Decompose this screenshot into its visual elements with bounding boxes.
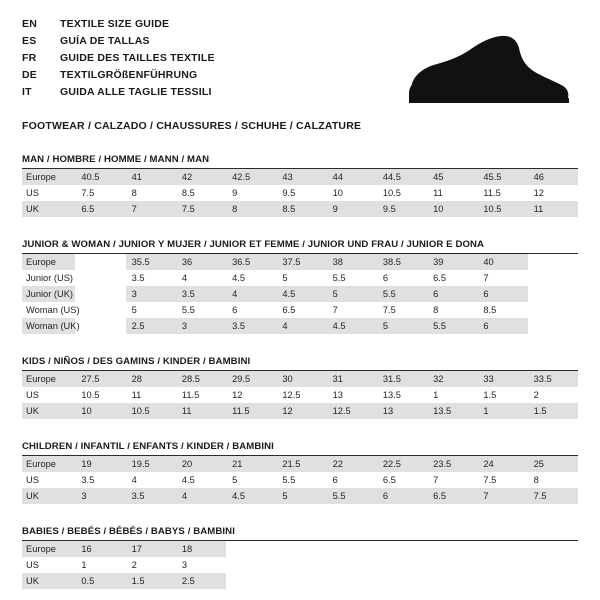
table-cell: 10.5 <box>382 188 401 198</box>
table-cell <box>427 573 477 589</box>
table-cell: 31 <box>327 371 377 387</box>
table-cell <box>528 557 578 573</box>
size-table <box>22 371 578 419</box>
language-code: IT <box>22 86 32 98</box>
table-cell: 6 <box>377 488 427 504</box>
table-cell: 2 <box>131 560 137 570</box>
table-cell: 10 <box>427 201 477 217</box>
size-table-group <box>22 441 578 504</box>
table-cell: 6 <box>332 475 338 485</box>
table-cell: 10.5 <box>477 201 527 217</box>
table-cell: 4.5 <box>232 273 246 283</box>
table-cell: 4.5 <box>226 488 276 504</box>
table-cell: 7.5 <box>382 305 396 315</box>
size-table-title: BABIES / BEBÉS / BÉBÉS / BABYS / BAMBINI <box>22 526 578 541</box>
table-cell: 2.5 <box>176 573 226 589</box>
size-table-group <box>22 154 578 217</box>
language-row <box>22 16 215 32</box>
table-cell: 4 <box>176 488 226 504</box>
table-cell: 3 <box>181 560 188 570</box>
language-title: TEXTILGRÖßENFÜHRUNG <box>60 69 198 81</box>
table-cell: 12 <box>232 390 243 400</box>
size-tables <box>22 154 578 589</box>
table-cell: 4.5 <box>181 475 195 485</box>
language-row <box>22 33 215 49</box>
table-cell: 5 <box>282 273 288 283</box>
table-cell: 1 <box>433 390 439 400</box>
table-row <box>22 488 578 504</box>
table-cell <box>528 541 578 557</box>
table-cell: 20 <box>176 456 226 472</box>
table-cell <box>528 302 578 318</box>
table-cell: 10.5 <box>81 390 100 400</box>
table-cell: 22.5 <box>377 456 427 472</box>
size-table-title: MAN / HOMBRE / HOMME / MANN / MAN <box>22 154 578 169</box>
table-cell: 40.5 <box>75 169 125 185</box>
table-cell: 3 <box>75 488 125 504</box>
table-cell: 9 <box>232 188 238 198</box>
table-cell: 5.5 <box>327 488 377 504</box>
table-cell: 12.5 <box>282 390 301 400</box>
table-cell: 7 <box>477 488 527 504</box>
table-cell: 33.5 <box>528 371 578 387</box>
table-cell <box>226 557 276 573</box>
table-cell: 25 <box>528 456 578 472</box>
table-row <box>22 201 578 217</box>
table-row <box>22 302 578 318</box>
table-cell <box>327 557 377 573</box>
table-cell: 8.5 <box>181 188 195 198</box>
table-row <box>22 557 578 573</box>
table-cell: 4 <box>131 475 137 485</box>
table-cell: 30 <box>276 371 326 387</box>
language-title: GUÍA DE TALLAS <box>60 35 150 47</box>
table-cell: 12 <box>276 403 326 419</box>
table-cell: 5.5 <box>181 305 195 315</box>
table-cell: 42.5 <box>226 169 276 185</box>
table-cell: 44 <box>327 169 377 185</box>
table-cell: 7.5 <box>176 201 226 217</box>
table-cell: 6 <box>477 286 527 302</box>
table-cell: 3 <box>176 318 226 334</box>
table-cell: 6 <box>232 305 238 315</box>
row-label: Europe <box>22 371 75 387</box>
table-row <box>22 403 578 419</box>
table-cell <box>327 573 377 589</box>
table-cell: 40 <box>477 254 527 270</box>
table-cell <box>327 541 377 557</box>
table-cell: 45 <box>427 169 477 185</box>
table-cell: 4.5 <box>327 318 377 334</box>
table-cell: 10 <box>332 188 343 198</box>
table-cell: 22 <box>327 456 377 472</box>
table-cell <box>528 573 578 589</box>
table-cell: 5.5 <box>332 273 346 283</box>
row-label: US <box>26 475 39 485</box>
table-cell <box>528 318 578 334</box>
table-cell: 5 <box>377 318 427 334</box>
table-cell: 5 <box>327 286 377 302</box>
table-cell: 11 <box>131 390 142 400</box>
table-row <box>22 169 578 185</box>
language-row <box>22 50 215 66</box>
table-cell: 11 <box>528 201 578 217</box>
table-cell: 5.5 <box>282 475 296 485</box>
size-table-group <box>22 356 578 419</box>
table-cell <box>226 573 276 589</box>
table-cell: 11 <box>433 188 443 198</box>
table-cell <box>75 286 125 302</box>
table-cell: 8 <box>131 188 137 198</box>
table-row <box>22 472 578 488</box>
table-cell: 7.5 <box>483 475 497 485</box>
table-cell: 1.5 <box>126 573 176 589</box>
table-cell <box>75 254 125 270</box>
table-cell: 6 <box>477 318 527 334</box>
table-cell: 19.5 <box>126 456 176 472</box>
table-cell <box>477 541 527 557</box>
row-label: UK <box>22 403 75 419</box>
row-label: US <box>26 390 39 400</box>
table-cell: 4 <box>181 273 188 283</box>
table-cell <box>75 302 125 318</box>
row-label: UK <box>22 488 75 504</box>
row-label: Junior (US) <box>26 273 74 283</box>
table-row <box>22 541 578 557</box>
table-cell: 5.5 <box>427 318 477 334</box>
table-cell: 7.5 <box>81 188 95 198</box>
table-cell: 38.5 <box>377 254 427 270</box>
table-cell: 9 <box>327 201 377 217</box>
table-cell: 17 <box>126 541 176 557</box>
table-cell: 6.5 <box>382 475 396 485</box>
size-table-group <box>22 239 578 334</box>
table-cell: 1.5 <box>528 403 578 419</box>
table-cell <box>427 541 477 557</box>
table-cell: 37.5 <box>276 254 326 270</box>
table-cell: 2 <box>533 390 539 400</box>
table-cell: 36 <box>176 254 226 270</box>
dress-shoe-icon <box>365 32 570 112</box>
table-cell: 3.5 <box>126 488 176 504</box>
table-cell: 29.5 <box>226 371 276 387</box>
table-cell: 12 <box>533 188 544 198</box>
table-cell: 7 <box>126 201 176 217</box>
table-cell <box>528 254 578 270</box>
language-code: EN <box>22 18 37 30</box>
table-cell <box>276 557 326 573</box>
table-cell: 35.5 <box>126 254 176 270</box>
row-label: Junior (UK) <box>22 286 75 302</box>
table-cell: 3.5 <box>131 273 145 283</box>
table-row <box>22 254 578 270</box>
language-code: DE <box>22 69 37 81</box>
table-cell: 7 <box>483 273 489 283</box>
table-cell: 0.5 <box>75 573 125 589</box>
row-label: Europe <box>22 169 75 185</box>
table-cell: 4 <box>226 286 276 302</box>
table-cell: 5 <box>232 475 238 485</box>
table-cell <box>377 541 427 557</box>
table-cell: 7 <box>433 475 439 485</box>
table-cell: 11.5 <box>483 188 501 198</box>
size-table-title: JUNIOR & WOMAN / JUNIOR Y MUJER / JUNIOR ET FEMME / JUNIOR UND FRAU / JUNIOR E DONA <box>22 239 578 254</box>
table-cell <box>477 573 527 589</box>
table-cell: 10.5 <box>126 403 176 419</box>
row-label: Europe <box>22 254 75 270</box>
table-cell: 6 <box>427 286 477 302</box>
language-code: ES <box>22 35 37 47</box>
table-cell: 8 <box>533 475 539 485</box>
table-cell: 6.5 <box>75 201 125 217</box>
language-code: FR <box>22 52 37 64</box>
table-cell: 32 <box>427 371 477 387</box>
table-cell: 44.5 <box>377 169 427 185</box>
table-cell: 4 <box>276 318 326 334</box>
table-row <box>22 318 578 334</box>
table-cell <box>75 270 125 286</box>
table-cell: 3 <box>126 286 176 302</box>
table-cell: 33 <box>477 371 527 387</box>
table-cell: 41 <box>126 169 176 185</box>
table-cell: 7 <box>332 305 338 315</box>
table-cell <box>377 557 427 573</box>
size-table-title: KIDS / NIÑOS / DES GAMINS / KINDER / BAMBINI <box>22 356 578 371</box>
row-label: US <box>26 188 39 198</box>
table-cell: 21.5 <box>276 456 326 472</box>
table-cell: 23.5 <box>427 456 477 472</box>
size-table <box>22 541 578 589</box>
table-cell: 5 <box>276 488 326 504</box>
table-cell <box>377 573 427 589</box>
table-cell <box>427 557 477 573</box>
table-cell: 8.5 <box>483 305 497 315</box>
table-cell: 8 <box>433 305 439 315</box>
table-cell: 36.5 <box>226 254 276 270</box>
table-row <box>22 185 578 201</box>
table-cell: 45.5 <box>477 169 527 185</box>
table-row <box>22 286 578 302</box>
table-cell: 11 <box>176 403 226 419</box>
table-cell: 18 <box>176 541 226 557</box>
row-label: Woman (UK) <box>22 318 75 334</box>
size-table-title: CHILDREN / INFANTIL / ENFANTS / KINDER / BAMBINI <box>22 441 578 456</box>
table-cell: 9.5 <box>282 188 296 198</box>
table-cell: 11.5 <box>181 390 200 400</box>
size-table-group <box>22 526 578 589</box>
table-cell <box>75 318 125 334</box>
size-table <box>22 254 578 334</box>
table-cell: 1 <box>477 403 527 419</box>
table-cell: 43 <box>276 169 326 185</box>
table-cell <box>226 541 276 557</box>
table-cell: 28 <box>126 371 176 387</box>
table-cell: 42 <box>176 169 226 185</box>
table-cell: 5.5 <box>377 286 427 302</box>
table-cell: 9.5 <box>377 201 427 217</box>
table-cell: 3.5 <box>81 475 95 485</box>
table-cell: 2.5 <box>126 318 176 334</box>
table-cell: 39 <box>427 254 477 270</box>
table-cell: 8 <box>226 201 276 217</box>
table-cell: 10 <box>75 403 125 419</box>
table-row <box>22 573 578 589</box>
table-cell: 3.5 <box>176 286 226 302</box>
document-header <box>22 16 578 112</box>
table-cell: 13.5 <box>427 403 477 419</box>
table-cell: 6.5 <box>427 488 477 504</box>
table-cell: 6 <box>382 273 389 283</box>
table-cell: 13 <box>377 403 427 419</box>
table-row <box>22 371 578 387</box>
table-cell: 12.5 <box>327 403 377 419</box>
table-cell: 28.5 <box>176 371 226 387</box>
table-row <box>22 387 578 403</box>
table-cell: 1.5 <box>483 390 497 400</box>
language-title: GUIDE DES TAILLES TEXTILE <box>60 52 215 64</box>
table-cell <box>528 286 578 302</box>
table-cell: 6.5 <box>282 305 296 315</box>
table-cell: 13.5 <box>382 390 401 400</box>
table-cell: 31.5 <box>377 371 427 387</box>
language-title: GUIDA ALLE TAGLIE TESSILI <box>60 86 212 98</box>
table-row <box>22 270 578 286</box>
table-cell: 46 <box>528 169 578 185</box>
table-cell: 21 <box>226 456 276 472</box>
language-row <box>22 84 215 100</box>
table-cell: 4.5 <box>276 286 326 302</box>
row-label: UK <box>22 201 75 217</box>
row-label: UK <box>22 573 75 589</box>
table-cell: 1 <box>81 560 87 570</box>
table-cell: 11.5 <box>226 403 276 419</box>
table-cell: 27.5 <box>75 371 125 387</box>
size-table <box>22 456 578 504</box>
row-label: US <box>26 560 39 570</box>
table-row <box>22 456 578 472</box>
table-cell: 8.5 <box>276 201 326 217</box>
table-cell: 3.5 <box>226 318 276 334</box>
table-cell <box>528 270 578 286</box>
table-cell <box>276 573 326 589</box>
table-cell: 6.5 <box>433 273 447 283</box>
table-cell: 13 <box>332 390 343 400</box>
table-cell: 5 <box>131 305 137 315</box>
table-cell: 24 <box>477 456 527 472</box>
size-table <box>22 169 578 217</box>
language-row <box>22 67 215 83</box>
row-label: Europe <box>22 541 75 557</box>
table-cell: 38 <box>327 254 377 270</box>
language-title: TEXTILE SIZE GUIDE <box>60 18 170 30</box>
table-cell: 16 <box>75 541 125 557</box>
section-title: FOOTWEAR / CALZADO / CHAUSSURES / SCHUHE / CALZATURE <box>22 120 362 132</box>
row-label: Europe <box>22 456 75 472</box>
table-cell <box>276 541 326 557</box>
table-cell: 7.5 <box>528 488 578 504</box>
row-label: Woman (US) <box>26 305 80 315</box>
language-title-list <box>22 16 215 101</box>
table-cell <box>477 557 527 573</box>
table-cell: 19 <box>75 456 125 472</box>
